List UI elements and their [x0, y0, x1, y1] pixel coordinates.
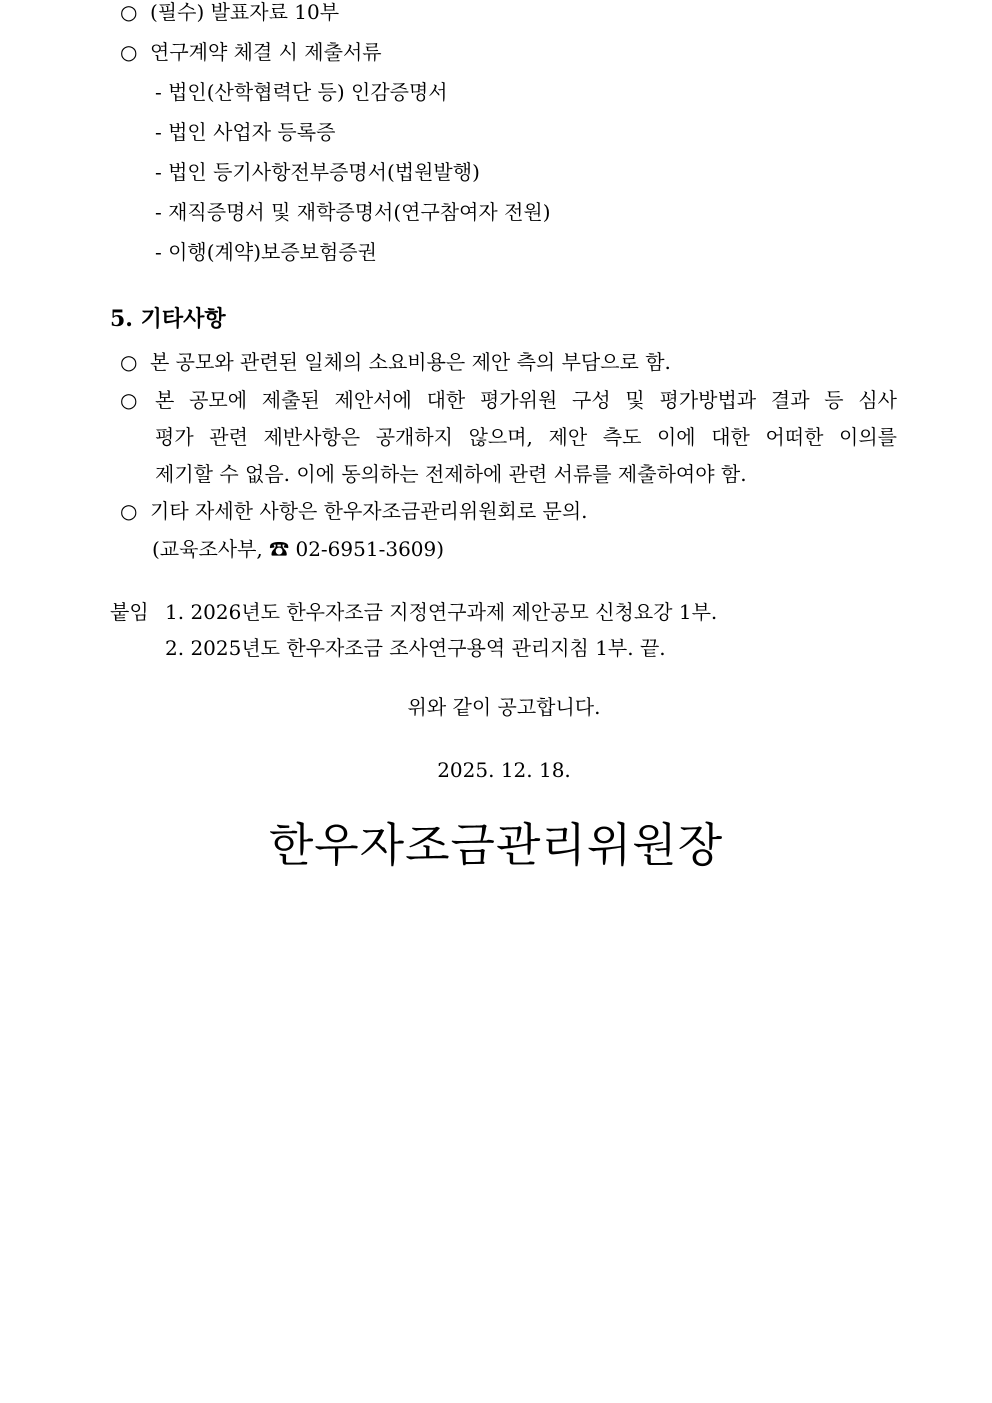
section-heading: 5. 기타사항	[110, 306, 226, 332]
submission-item	[120, 38, 382, 66]
notice-item-line: 본 공모에 제출된 제안서에 대한 평가위원 구성 및 평가방법과 결과 등 심사	[155, 388, 897, 412]
notice-item-line: 제기할 수 없음. 이에 동의하는 전제하에 관련 서류를 제출하여야 함.	[155, 462, 747, 486]
submission-item	[120, 0, 339, 26]
circle-bullet: ○	[120, 40, 138, 64]
notice-item	[120, 497, 588, 525]
notice-item-text: 본 공모와 관련된 일체의 소요비용은 제안 측의 부담으로 함.	[150, 350, 671, 374]
notice-item	[120, 348, 671, 376]
submission-item-text: 연구계약 체결 시 제출서류	[150, 40, 382, 64]
attachment-label: 붙임	[110, 600, 149, 624]
contract-doc-item: - 법인(산학협력단 등) 인감증명서	[155, 80, 448, 104]
signature-title: 한우자조금관리위원장	[268, 818, 724, 872]
circle-bullet: ○	[120, 350, 138, 374]
attachment-item: 2. 2025년도 한우자조금 조사연구용역 관리지침 1부. 끝.	[165, 636, 666, 660]
circle-bullet: ○	[120, 388, 138, 412]
circle-bullet: ○	[120, 0, 138, 24]
announcement-date: 2025. 12. 18.	[437, 758, 571, 782]
notice-item-line: 평가 관련 제반사항은 공개하지 않으며, 제안 측도 이에 대한 어떠한 이의를	[155, 425, 897, 449]
announcement-text: 위와 같이 공고합니다.	[407, 695, 601, 719]
contract-doc-item: - 법인 등기사항전부증명서(법원발행)	[155, 160, 480, 184]
contract-doc-item: - 재직증명서 및 재학증명서(연구참여자 전원)	[155, 200, 551, 224]
circle-bullet: ○	[120, 499, 138, 523]
contact-info: (교육조사부, ☎ 02-6951-3609)	[152, 537, 445, 561]
notice-item	[120, 386, 150, 414]
contract-doc-item: - 법인 사업자 등록증	[155, 120, 336, 144]
submission-item-text: (필수) 발표자료 10부	[150, 0, 340, 24]
attachment-item: 1. 2026년도 한우자조금 지정연구과제 제안공모 신청요강 1부.	[165, 600, 718, 624]
notice-item-text: 기타 자세한 사항은 한우자조금관리위원회로 문의.	[150, 499, 588, 523]
contract-doc-item: - 이행(계약)보증보험증권	[155, 240, 377, 264]
